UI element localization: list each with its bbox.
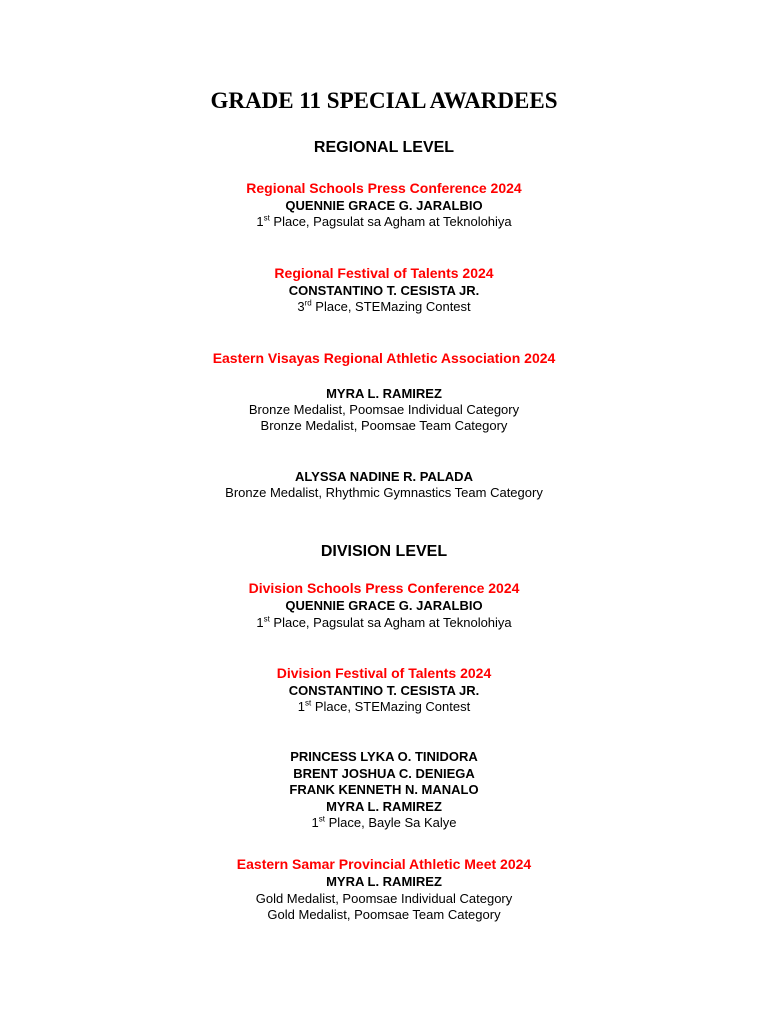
division-level-heading: DIVISION LEVEL: [320, 543, 448, 560]
division-bayle-awardee-3: FRANK KENNETH N. MANALO: [289, 782, 479, 797]
rank-suffix: st: [318, 814, 325, 824]
division-talents-award: [0, 699, 768, 714]
rank-number: 1: [256, 214, 264, 229]
division-bayle-award: [0, 815, 768, 830]
regional-athletic-awardee-1: MYRA L. RAMIREZ: [326, 386, 442, 401]
regional-level-heading: REGIONAL LEVEL: [313, 139, 455, 156]
award-text: Place, STEMazing Contest: [311, 299, 471, 314]
rank-suffix: st: [263, 213, 270, 223]
regional-talents-event: Regional Festival of Talents 2024: [274, 265, 494, 281]
division-bayle-awardee-2: BRENT JOSHUA C. DENIEGA: [293, 766, 475, 781]
award-text: Place, Pagsulat sa Agham at Teknolohiya: [269, 615, 512, 630]
regional-press-awardee: QUENNIE GRACE G. JARALBIO: [285, 198, 483, 213]
regional-athletic-award-1a: Bronze Medalist, Poomsae Individual Category: [248, 402, 520, 417]
regional-athletic-award-1b: Bronze Medalist, Poomsae Team Category: [260, 418, 508, 433]
award-text: Place, STEMazing Contest: [311, 699, 471, 714]
rank-number: 1: [311, 815, 319, 830]
rank-suffix: st: [263, 614, 270, 624]
page-title: GRADE 11 SPECIAL AWARDEES: [210, 88, 558, 113]
division-press-award: [0, 615, 768, 630]
regional-athletic-event: Eastern Visayas Regional Athletic Association 2024: [212, 350, 556, 366]
division-bayle-awardee-4: MYRA L. RAMIREZ: [326, 799, 442, 814]
award-text: Place, Bayle Sa Kalye: [324, 815, 457, 830]
regional-athletic-award-2a: Bronze Medalist, Rhythmic Gymnastics Team Category: [225, 485, 543, 500]
rank-number: 1: [297, 699, 306, 714]
regional-press-event: Regional Schools Press Conference 2024: [246, 180, 522, 196]
division-provincial-award-b: Gold Medalist, Poomsae Team Category: [267, 907, 501, 922]
rank-suffix: rd: [304, 298, 312, 308]
division-provincial-award-a: Gold Medalist, Poomsae Individual Category: [255, 891, 513, 906]
division-talents-awardee: CONSTANTINO T. CESISTA JR.: [288, 683, 480, 698]
rank-number: 3: [297, 299, 305, 314]
division-provincial-event: Eastern Samar Provincial Athletic Meet 2024: [236, 856, 532, 872]
rank-suffix: st: [305, 698, 312, 708]
division-press-event: Division Schools Press Conference 2024: [248, 580, 520, 596]
regional-athletic-awardee-2: ALYSSA NADINE R. PALADA: [295, 469, 473, 484]
regional-talents-awardee: CONSTANTINO T. CESISTA JR.: [288, 283, 480, 298]
award-text: Place, Pagsulat sa Agham at Teknolohiya: [269, 214, 512, 229]
division-press-awardee: QUENNIE GRACE G. JARALBIO: [285, 598, 483, 613]
division-bayle-awardee-1: PRINCESS LYKA O. TINIDORA: [290, 749, 478, 764]
regional-press-award: [0, 214, 768, 229]
rank-number: 1: [256, 615, 264, 630]
division-provincial-awardee: MYRA L. RAMIREZ: [326, 874, 442, 889]
regional-talents-award: [0, 299, 768, 314]
division-talents-event: Division Festival of Talents 2024: [276, 665, 492, 681]
